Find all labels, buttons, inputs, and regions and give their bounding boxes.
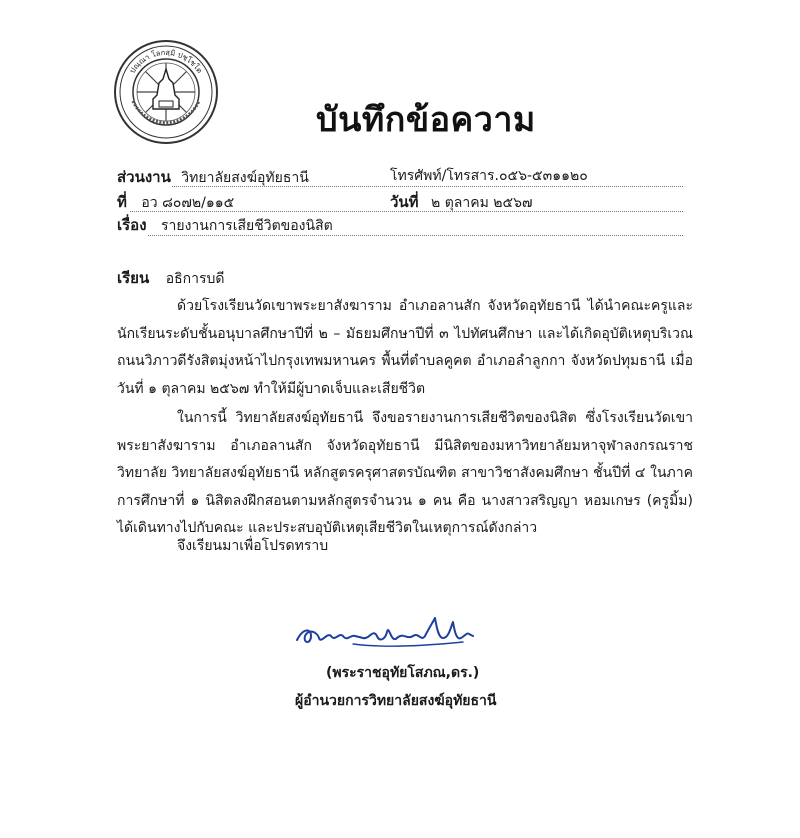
signer-name: (พระราชอุทัยโสภณ,ดร.) (326, 665, 480, 681)
document-title: บันทึกข้อความ (316, 100, 536, 140)
university-seal-icon (113, 39, 219, 145)
divider (148, 235, 683, 236)
phone-value: โทรศัพท์/โทรสาร.๐๕๖-๕๓๑๑๒๐ (390, 168, 588, 184)
salutation (117, 266, 224, 290)
department-value: วิทยาลัยสงฆ์อุทัยธานี (181, 170, 309, 186)
ref-label: ที่ (117, 193, 127, 211)
department-label: ส่วนงาน (117, 168, 171, 186)
subject-row (117, 213, 333, 237)
handwritten-signature (293, 614, 493, 654)
signer-position: ผู้อำนวยการวิทยาลัยสงฆ์อุทัยธานี (295, 693, 497, 709)
date-label: วันที่ (390, 193, 419, 211)
subject-label: เรื่อง (117, 216, 147, 234)
salutation-value: อธิการบดี (165, 271, 225, 287)
subject-value: รายงานการเสียชีวิตของนิสิต (160, 218, 333, 234)
closing-line: จึงเรียนมาเพื่อโปรดทราบ (177, 538, 329, 554)
date-value: ๒ ตุลาคม ๒๕๖๗ (431, 195, 533, 211)
divider (172, 186, 683, 187)
body-paragraph-1: ด้วยโรงเรียนวัดเขาพระยาสังฆาราม อำเภอลานสัก จังหวัดอุทัยธานี ได้นำคณะครูและนักเรียนระดับชั้นอนุบาลศึกษาปีที่ ๒ – มัธยมศึกษาปีที่ ๓ ไปทัศนศึกษา และได้เกิดอุบัติเหตุบริเวณถนนวิภาวดีรังสิตมุ่งหน้าไปกรุงเทพมหานคร พื้นที่ตำบลคูคต อำเภอลำลูกกา จังหวัดปทุมธานี เมื่อวันที่ ๑ ตุลาคม ๒๕๖๗ ทำให้มีผู้บาดเจ็บและเสียชีวิต (117, 298, 693, 397)
body-paragraph-2: ในการนี้ วิทยาลัยสงฆ์อุทัยธานี จึงขอรายงานการเสียชีวิตของนิสิต ซึ่งโรงเรียนวัดเขาพระยาสังฆาราม อำเภอลานสัก จังหวัดอุทัยธานี มีนิสิตของมหาวิทยาลัยมหาจุฬาลงกรณราชวิทยาลัย วิทยาลัยสงฆ์อุทัยธานี หลักสูตรครุศาสตรบัณฑิต สาขาวิชาสังคมศึกษา ชั้นปีที่ ๔ ในภาคการศึกษาที่ ๑ นิสิตลงฝึกสอนตามหลักสูตรจำนวน ๑ คน คือ นางสาวสริญญา หอมเกษร (ครูมิ้ม) ได้เดินทางไปกับคณะ และประสบอุบัติเหตุเสียชีวิตในเหตุการณ์ดังกล่าว (117, 410, 693, 536)
ref-value: อว ๘๐๗๒/๑๑๕ (141, 195, 235, 211)
svg-text:ปณฺณา โลกสฺมิ ปชฺโชโต: ปณฺณา โลกสฺมิ ปชฺโชโต (127, 47, 205, 75)
divider (130, 211, 683, 212)
salutation-label: เรียน (117, 269, 150, 287)
